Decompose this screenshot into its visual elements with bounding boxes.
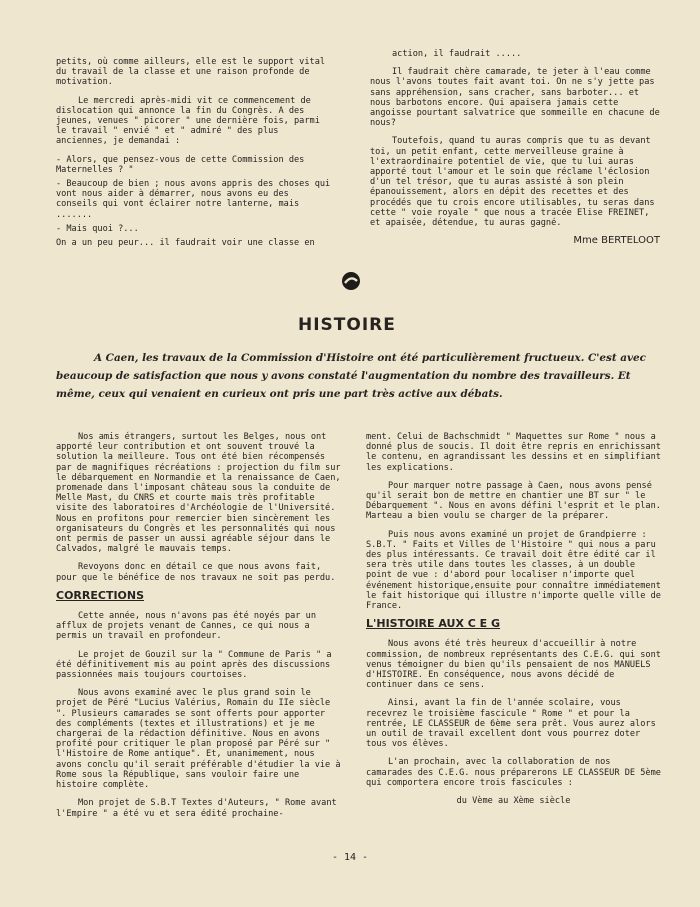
- top-left-column: [56, 57, 334, 256]
- subheading-corrections: CORRECTIONS: [56, 588, 145, 602]
- paragraph: Le mercredi après-midi vit ce commencement de dislocation qui annonce la fin du Congrès. A des jeunes, venues " picorer " une dernière fois, parmi le travail " envié " et " admiré " des plus anciennes, je demandai :: [56, 95, 320, 147]
- paragraph: Revoyons donc en détail ce que nous avons fait, pour que le bénéfice de nos travaux ne soit pas perdu.: [56, 562, 336, 583]
- paragraph: ment. Celui de Bachschmidt " Maquettes sur Rome " nous a donné plus de soucis. Il doit être repris en enrichissant le contenu, en agrandissant les dessins et en simplifiant les explications.: [366, 432, 661, 473]
- paragraph: Nous avons été très heureux d'accueillir à notre commission, de nombreux représentants des C.E.G. qui sont venus témoigner du bien qu'ils pensaient de nos MANUELS d'HISTOIRE. En conséquence, nous avons décidé de continuer dans ce sens.: [366, 639, 661, 691]
- list-item: du Vème au Xème siècle: [456, 796, 571, 807]
- bottom-left-column: [56, 432, 344, 827]
- intro-text: A Caen, les travaux de la Commission d'Histoire ont été particulièrement fructueux. C'est avec beaucoup de satisfaction que nous y avons constaté l'augmentation du nombre des travailleurs. Et même, ceux qui venaient en curieux ont pris une part très active aux débats.: [56, 352, 646, 400]
- top-right-column: [370, 49, 660, 246]
- subheading-ceg: L'HISTOIRE AUX C E G: [366, 617, 501, 631]
- paragraph: L'an prochain, avec la collaboration de nos camarades des C.E.G. nous préparerons LE CLASSEUR DE 5ème qui comportera encore trois fascicules :: [366, 757, 661, 788]
- paragraph: Le projet de Gouzil sur la " Commune de Paris " a été définitivement mis au point après des discussions passionnées mais toujours courtoises.: [56, 649, 332, 681]
- paragraph: petits, où comme ailleurs, elle est le support vital du travail de la classe et une raison profonde de motivation.: [56, 57, 326, 88]
- dialogue-line: - Alors, que pensez-vous de cette Commission des Maternelles ? ": [56, 154, 305, 175]
- section-intro: [56, 349, 662, 403]
- paragraph: Toutefois, quand tu auras compris que tu as devant toi, un petit enfant, cette merveilleuse graine à l'extraordinaire potentiel de vie, que tu lui auras apporté tout l'amour et le soin que réclame l'éclosion d'un tel trésor, que tu auras assisté à son plein épanouissement, alors en dépit des recettes et des procédés que tu crois encore utilisables, tu seras dans cette " voie royale " que nous a tracée Elise FREINET, et apaisée, détendue, tu auras gagné.: [370, 136, 655, 229]
- paragraph: action, il faudrait .....: [392, 49, 522, 59]
- paragraph: Puis nous avons examiné un projet de Grandpierre : S.B.T. " Faits et Villes de l'Histoire " qui nous a paru des plus intéressants. Ce travail doit être édité car il sera très utile dans toutes les classes, à un double point de vue : d'abord pour localiser n'importe quel événement historique,ensuite pour connaître immédiatement le fait historique qui illustre n'importe quelle ville de France.: [366, 529, 661, 612]
- paragraph: Pour marquer notre passage à Caen, nous avons pensé qu'il serait bon de mettre en chantier une BT sur " le Débarquement ". Nous en avons défini l'esprit et le plan. Marteau a bien voulu se charger de la préparer.: [366, 480, 661, 522]
- ornament-icon: [340, 270, 362, 292]
- paragraph: Nos amis étrangers, surtout les Belges, nous ont apporté leur contribution et ont souvent trouvé la solution la meilleure. Tous ont été bien récompensés par de magnifiques récréations : projection du film sur le débarquement en Normandie et la renaissance de Caen, promenade dans l'imposant château sous la conduite de Melle Mast, du CNRS et courte mais très profitable visite des laboratoires d'Archéologie de l'Université. Nous en profitons pour remercier bien sincèrement les organisateurs du Congrès et les personnalités qui nous ont permis de passer un aussi agréable séjour dans le Calvados, malgré le mauvais temps.: [56, 432, 341, 555]
- page-number: - 14 -: [331, 852, 369, 863]
- bottom-right-column: [366, 432, 661, 814]
- dialogue-line: - Beaucoup de bien ; nous avons appris des choses qui vont nous aider à démarrer, nous avons eu des conseils qui vont éclairer notre lanterne, mais .......: [56, 179, 331, 220]
- paragraph: Il faudrait chère camarade, te jeter à l'eau comme nous l'avons toutes fait avant toi. On ne s'y jette pas sans appréhension, sans cracher, sans barboter... et nous barbotons encore. Qui apaisera jamais cette angoisse pourtant salvatrice que sommeille en chacune de nous?: [370, 67, 660, 129]
- dialogue-line: - Mais quoi ?...: [56, 223, 139, 234]
- paragraph: On a un peu peur... il faudrait voir une classe en: [56, 238, 315, 249]
- author-signature: Mme BERTELOOT: [573, 235, 660, 247]
- paragraph: Nous avons examiné avec le plus grand soin le projet de Péré "Lucius Valérius, Romain du IIe siècle ". Plusieurs camarades se sont offerts pour apporter des compléments (textes et illustrations) et je me chargerai de la rédaction définitive. Nous en avons profité pour critiquer le plan proposé par Péré sur " l'Histoire de Rome antique". Et, unanimement, nous avons conclu qu'il serait préférable d'étudier la vie à Rome sous la République, sans vouloir faire une histoire complète.: [56, 688, 341, 791]
- paragraph: Ainsi, avant la fin de l'année scolaire, vous recevrez le troisième fascicule " Rome " et pour la rentrée, LE CLASSEUR de 6ème sera prêt. Vous aurez alors un outil de travail excellent dont vous pourrez doter tous vos élèves.: [366, 698, 656, 750]
- paragraph: Mon projet de S.B.T Textes d'Auteurs, " Rome avant l'Empire " a été vu et sera édité prochaine-: [56, 798, 337, 819]
- paragraph: Cette année, nous n'avons pas été noyés par un afflux de projets venant de Cannes, ce qui nous a permis un travail en profondeur.: [56, 611, 316, 642]
- section-title: HISTOIRE: [298, 315, 396, 335]
